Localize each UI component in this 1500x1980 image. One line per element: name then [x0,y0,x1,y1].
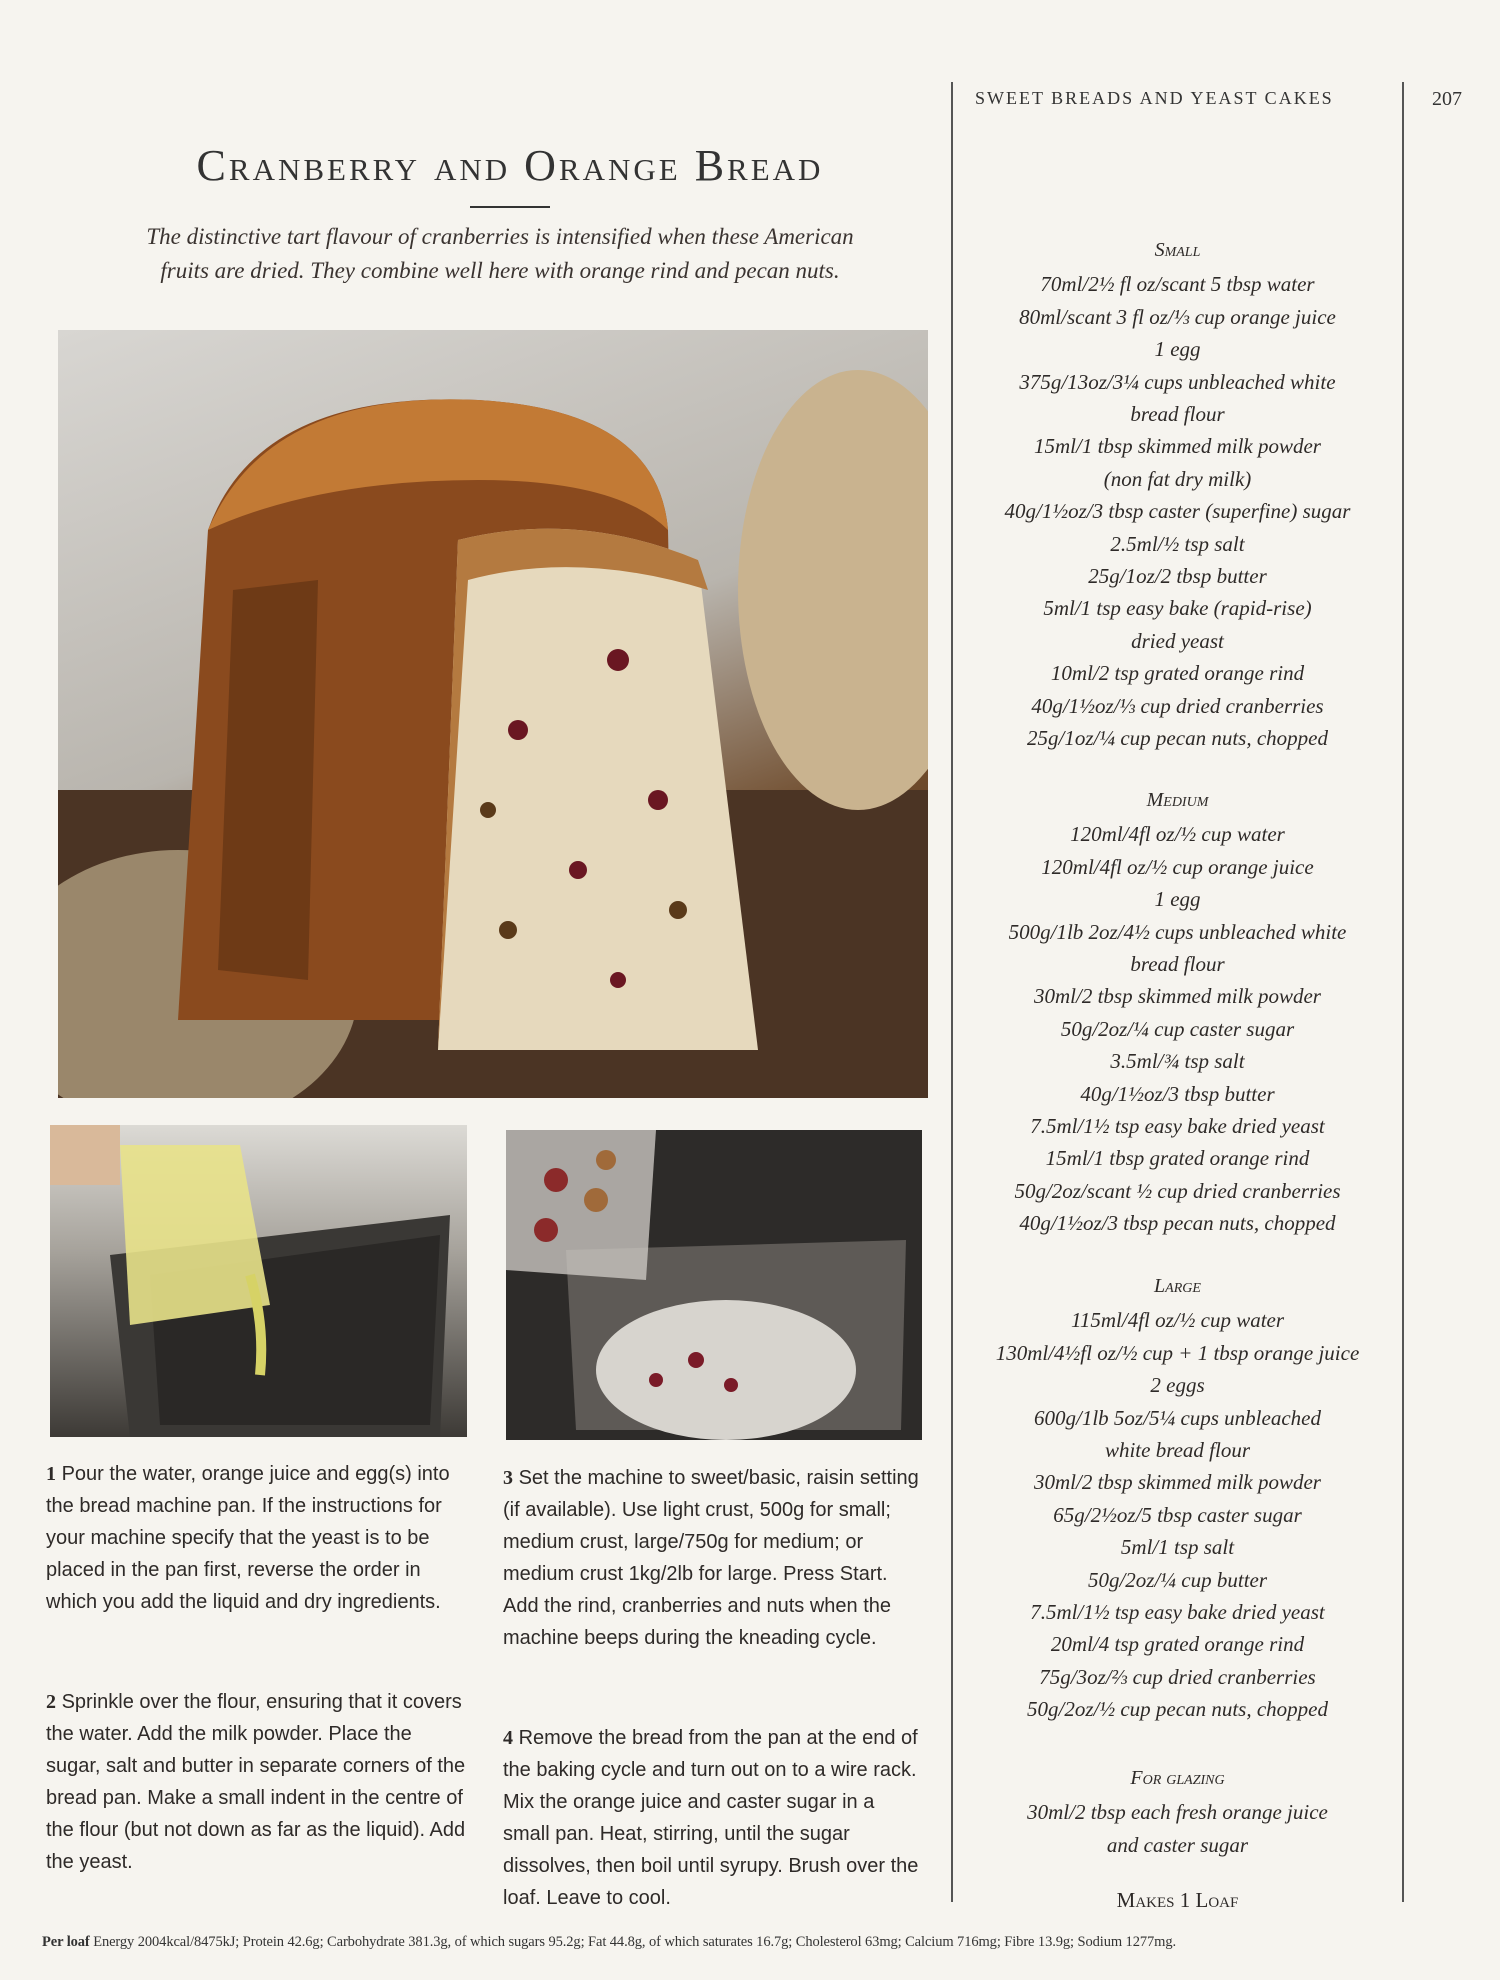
running-header: SWEET BREADS AND YEAST CAKES [975,88,1334,108]
ingredient-line: 130ml/4½fl oz/½ cup + 1 tbsp orange juice [995,1340,1360,1365]
ingredient-line: 1 egg [1154,337,1201,362]
ingredients-small [955,234,1400,755]
ingredient-line: 65g/2½oz/5 tbsp caster sugar [1053,1502,1302,1527]
ingredient-line: 25g/1oz/¼ cup pecan nuts, chopped [1027,726,1328,751]
ingredients-heading: Small [1154,239,1201,261]
step-3 [503,1462,923,1654]
ingredient-line: 50g/2oz/¼ cup butter [1087,1567,1268,1592]
ingredient-line: 1 egg [1154,887,1201,912]
ingredient-line: 7.5ml/1½ tsp easy bake dried yeast [1030,1600,1325,1625]
step-2 [46,1686,466,1878]
intro-line: fruits are dried. They combine well here with orange rind and pecan nuts. [160,258,840,283]
ingredient-line: and caster sugar [1106,1832,1249,1857]
ingredient-line: 3.5ml/¾ tsp salt [1110,1049,1245,1074]
step-text: Set the machine to sweet/basic, raisin setting (if available). Use light crust, 500g for small; medium crust, large/750g for medium; or medium crust 1kg/2lb for large. Press Start. Add the rind, cranberries and nuts when the machine beeps during the kneading cycle. [503,1467,919,1649]
ingredient-line: 40g/1½oz/3 tbsp caster (superfine) sugar [1004,499,1351,524]
ingredients-heading: For glazing [1130,1767,1225,1789]
ingredient-line: white bread flour [1104,1438,1251,1463]
ingredient-line: 25g/1oz/2 tbsp butter [1088,564,1267,589]
step-text: Remove the bread from the pan at the end of the baking cycle and turn out on to a wire rack. Mix the orange juice and caster sugar in a small pan. Heat, stirring, until the sugar dissolves, then boil until syrupy. Brush over the loaf. Leave to cool. [503,1727,919,1909]
nutrition-lead: Per loaf [42,1934,90,1950]
ingredient-line: 30ml/2 tbsp skimmed milk powder [1034,1470,1321,1495]
ingredient-line: 120ml/4fl oz/½ cup water [1070,822,1285,847]
recipe-intro [60,220,940,288]
column-rule-right [1402,82,1404,1902]
ingredient-line: 10ml/2 tsp grated orange rind [1050,661,1305,686]
ingredient-line: 375g/13oz/3¼ cups unbleached white [1019,369,1336,394]
loaf-photo [58,330,928,1098]
ingredient-line: 75g/3oz/⅔ cup dried cranberries [1039,1664,1316,1689]
ingredients-glazing [955,1762,1400,1861]
ingredient-line: 5ml/1 tsp salt [1120,1535,1235,1560]
column-rule-left [951,82,953,1902]
ingredient-line: 40g/1½oz/3 tbsp butter [1080,1081,1275,1106]
ingredient-line: 20ml/4 tsp grated orange rind [1050,1632,1305,1657]
ingredient-line: 2 eggs [1150,1373,1205,1398]
ingredient-line: 15ml/1 tbsp skimmed milk powder [1034,434,1321,459]
step-number: 1 [46,1463,56,1485]
step-number: 2 [46,1691,56,1713]
ingredient-line: 40g/1½oz/3 tbsp pecan nuts, chopped [1019,1211,1336,1236]
ingredient-line: 30ml/2 tbsp skimmed milk powder [1034,984,1321,1009]
ingredient-line: 115ml/4fl oz/½ cup water [1070,1308,1285,1333]
ingredient-line: 30ml/2 tbsp each fresh orange juice [1027,1800,1328,1825]
step-text: Sprinkle over the flour, ensuring that it covers the water. Add the milk powder. Place the sugar, salt and butter in separate corners of the bread pan. Make a small indent in the centre of the flour (but not down as far as the liquid). Add the yeast. [46,1691,466,1873]
ingredient-line: 80ml/scant 3 fl oz/⅓ cup orange juice [1019,304,1336,329]
ingredient-line: 50g/2oz/scant ½ cup dried cranberries [1014,1178,1341,1203]
intro-line: The distinctive tart flavour of cranberries is intensified when these American [146,224,854,249]
yield: Makes 1 Loaf [1116,1888,1239,1912]
ingredient-line: 2.5ml/½ tsp salt [1110,531,1245,556]
ingredient-line: 50g/2oz/½ cup pecan nuts, chopped [1027,1697,1328,1722]
ingredients-medium [955,784,1400,1240]
page-number: 207 [1432,88,1462,110]
nutrition-text: Energy 2004kcal/8475kJ; Protein 42.6g; Carbohydrate 381.3g, of which sugars 95.2g; Fat 44.8g, of which saturates 16.7g; Cholesterol 63mg; Calcium 716mg; Fibre 13.9g; Sodium 1277mg. [93,1934,1176,1950]
ingredient-line: bread flour [1130,952,1225,977]
ingredients-large [955,1270,1400,1726]
ingredient-line: (non fat dry milk) [1103,466,1252,491]
ingredient-line: 15ml/1 tbsp grated orange rind [1045,1146,1310,1171]
ingredient-line: 70ml/2½ fl oz/scant 5 tbsp water [1040,272,1315,297]
ingredient-line: 120ml/4fl oz/½ cup orange juice [1041,854,1314,879]
adding-fruit-illustration [506,1130,922,1440]
step-number: 4 [503,1727,513,1749]
ingredient-line: 50g/2oz/¼ cup caster sugar [1060,1016,1295,1041]
ingredient-line: 40g/1½oz/⅓ cup dried cranberries [1031,693,1324,718]
ingredients-heading: Large [1154,1275,1201,1297]
step-number: 3 [503,1467,513,1489]
ingredient-line: 600g/1lb 5oz/5¼ cups unbleached [1034,1405,1321,1430]
step1-photo [50,1125,467,1437]
nutrition-info [42,1934,1472,1951]
ingredient-line: 7.5ml/1½ tsp easy bake dried yeast [1030,1114,1325,1139]
recipe-title: Cranberry and Orange Bread [196,141,824,190]
ingredients-heading: Medium [1146,789,1209,811]
ingredient-line: bread flour [1130,402,1225,427]
step-1 [46,1458,466,1618]
step-4 [503,1722,923,1914]
loaf-illustration [58,330,928,1098]
step-text: Pour the water, orange juice and egg(s) into the bread machine pan. If the instructions for your machine specify that the yeast is to be placed in the pan first, reverse the order in which you add the liquid and dry ingredients. [46,1463,450,1613]
pouring-illustration [50,1125,467,1437]
ingredient-line: 500g/1lb 2oz/4½ cups unbleached white [1008,919,1347,944]
title-divider [470,206,550,208]
step3-photo [506,1130,922,1440]
ingredient-line: dried yeast [1131,628,1224,653]
ingredient-line: 5ml/1 tsp easy bake (rapid-rise) [1043,596,1312,621]
